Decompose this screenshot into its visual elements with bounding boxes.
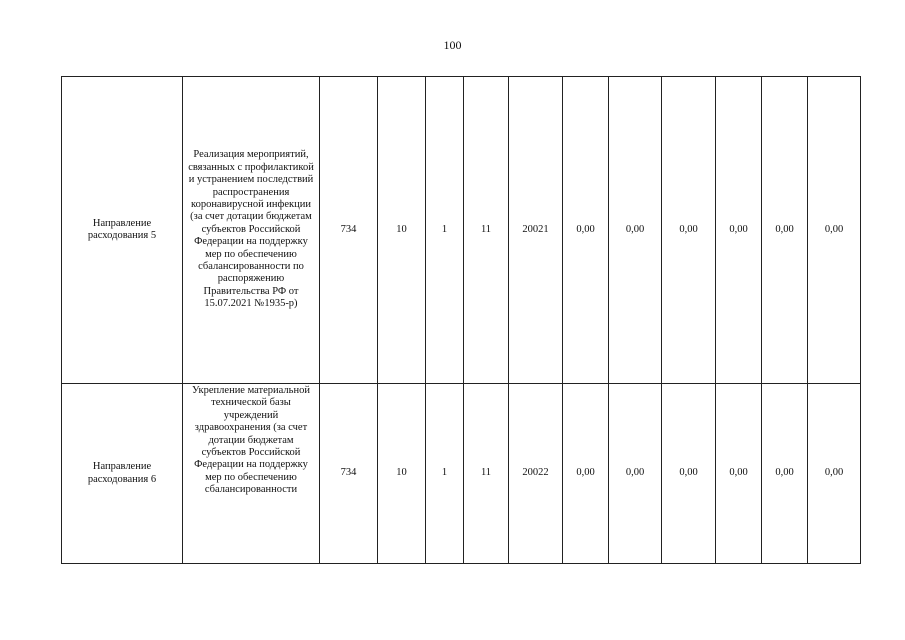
direction-cell: Направление расходования 5 [62,77,183,384]
value-cell: 0,00 [762,77,808,384]
table-row [62,77,861,384]
code-cell: 1 [426,384,464,564]
value-cell: 0,00 [563,384,609,564]
direction-cell: Направление расходования 6 [62,384,183,564]
code-cell: 20022 [509,384,563,564]
code-cell: 10 [378,77,426,384]
value-cell: 0,00 [808,77,861,384]
description-text: Укрепление материальной технической базы учреждений здравоохранения (за счет дотации бюджетам субъектов Российской Федерации на поддержку мер по обеспечению сбалансированности [192,385,310,496]
value-cell: 0,00 [716,77,762,384]
code-cell: 734 [320,77,378,384]
value-cell: 0,00 [563,77,609,384]
value-cell: 0,00 [609,384,662,564]
value-cell: 0,00 [808,384,861,564]
value-cell: 0,00 [716,384,762,564]
budget-table [61,76,861,564]
code-cell: 11 [464,384,509,564]
description-cell: Реализация мероприятий, связанных с профилактикой и устранением последствий распространения коронавирусной инфекции (за счет дотации бюджетам субъектов Российской Федерации на поддержку мер по обеспечению сбалансированности по распоряжению Правительства РФ от 15.07.2021 №1935-р) [183,77,320,384]
value-cell: 0,00 [609,77,662,384]
page-number: 100 [443,38,462,52]
code-cell: 10 [378,384,426,564]
value-cell: 0,00 [662,384,716,564]
code-cell: 11 [464,77,509,384]
table-row [62,384,861,564]
description-cell [183,384,320,564]
value-cell: 0,00 [662,77,716,384]
value-cell: 0,00 [762,384,808,564]
code-cell: 20021 [509,77,563,384]
code-cell: 1 [426,77,464,384]
code-cell: 734 [320,384,378,564]
